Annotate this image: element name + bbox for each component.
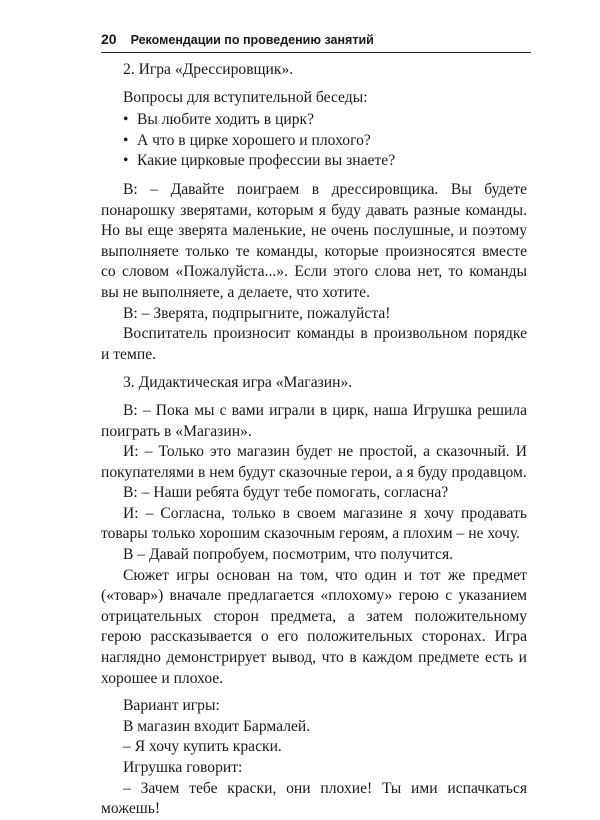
paragraph: В магазин входит Бармалей. [123, 717, 311, 735]
paragraph: В: – Наши ребята будут тебе помогать, согласна? [123, 484, 449, 502]
paragraph: – Я хочу купить краски. [123, 738, 282, 756]
paragraph: И: – Только это магазин будет не простой, а сказочный. И покупателями в нем будут сказочные герои, а я буду продавцом. [101, 443, 527, 481]
list-item: • Какие цирковые профессии вы знаете? [101, 151, 527, 172]
paragraph: В: – Пока мы с вами играли в цирк, наша Игрушка решила поиграть в «Магазин». [101, 401, 527, 440]
running-title: Рекомендации по проведению занятий [130, 33, 374, 47]
bullet-icon: • [123, 111, 129, 129]
page-number: 20 [101, 31, 117, 47]
running-header [101, 28, 531, 53]
paragraph: В – Давай попробуем, посмотрим, что получится. [123, 546, 454, 564]
section-heading-game-3: 3. Дидактическая игра «Магазин». [123, 374, 353, 392]
bullet-icon: • [123, 131, 129, 149]
paragraph: В: – Зверята, подпрыгните, пожалуйста! [123, 304, 391, 322]
question-list [101, 110, 527, 172]
section-heading-game-2: 2. Игра «Дрессировщик». [123, 61, 294, 78]
intro-questions-label: Вопросы для вступительной беседы: [123, 88, 368, 106]
variant-label: Вариант игры: [123, 697, 220, 715]
paragraph: Сюжет игры основан на том, что один и тот же предмет («товар») вначале предлагается «плохому» герою с указанием отрицательных сторон предмета, а затем положительному герою рассказывается о его положительных сторонах. Игра наглядно демонстрирует вывод, что в каждом предмете есть и хорошее и плохое. [101, 566, 527, 687]
paragraph: – Зачем тебе краски, они плохие! Ты ими испачкаться можешь! [101, 779, 527, 818]
list-item: • Вы любите ходить в цирк? [101, 110, 527, 131]
paragraph: Игрушка говорит: [123, 759, 243, 776]
paragraph: И: – Согласна, только в своем магазине я хочу продавать товары только хорошим сказочным героям, а плохим – не хочу. [101, 504, 527, 543]
list-item: • А что в цирке хорошего и плохого? [101, 131, 527, 152]
bullet-icon: • [123, 152, 129, 170]
paragraph: В: – Давайте поиграем в дрессировщика. Вы будете понарошку зверятами, которым я буду давать разные команды. Но вы еще зверята маленькие, не очень послушные, и поэтому выполняете только те команды, которые произносятся вместе со словом «Пожалуйста...». Если этого слова нет, то команды вы не выполняете, а делаете, что хотите. [101, 180, 527, 301]
page-body [101, 60, 527, 820]
paragraph: Воспитатель произносит команды в произвольном порядке и темпе. [101, 325, 527, 363]
